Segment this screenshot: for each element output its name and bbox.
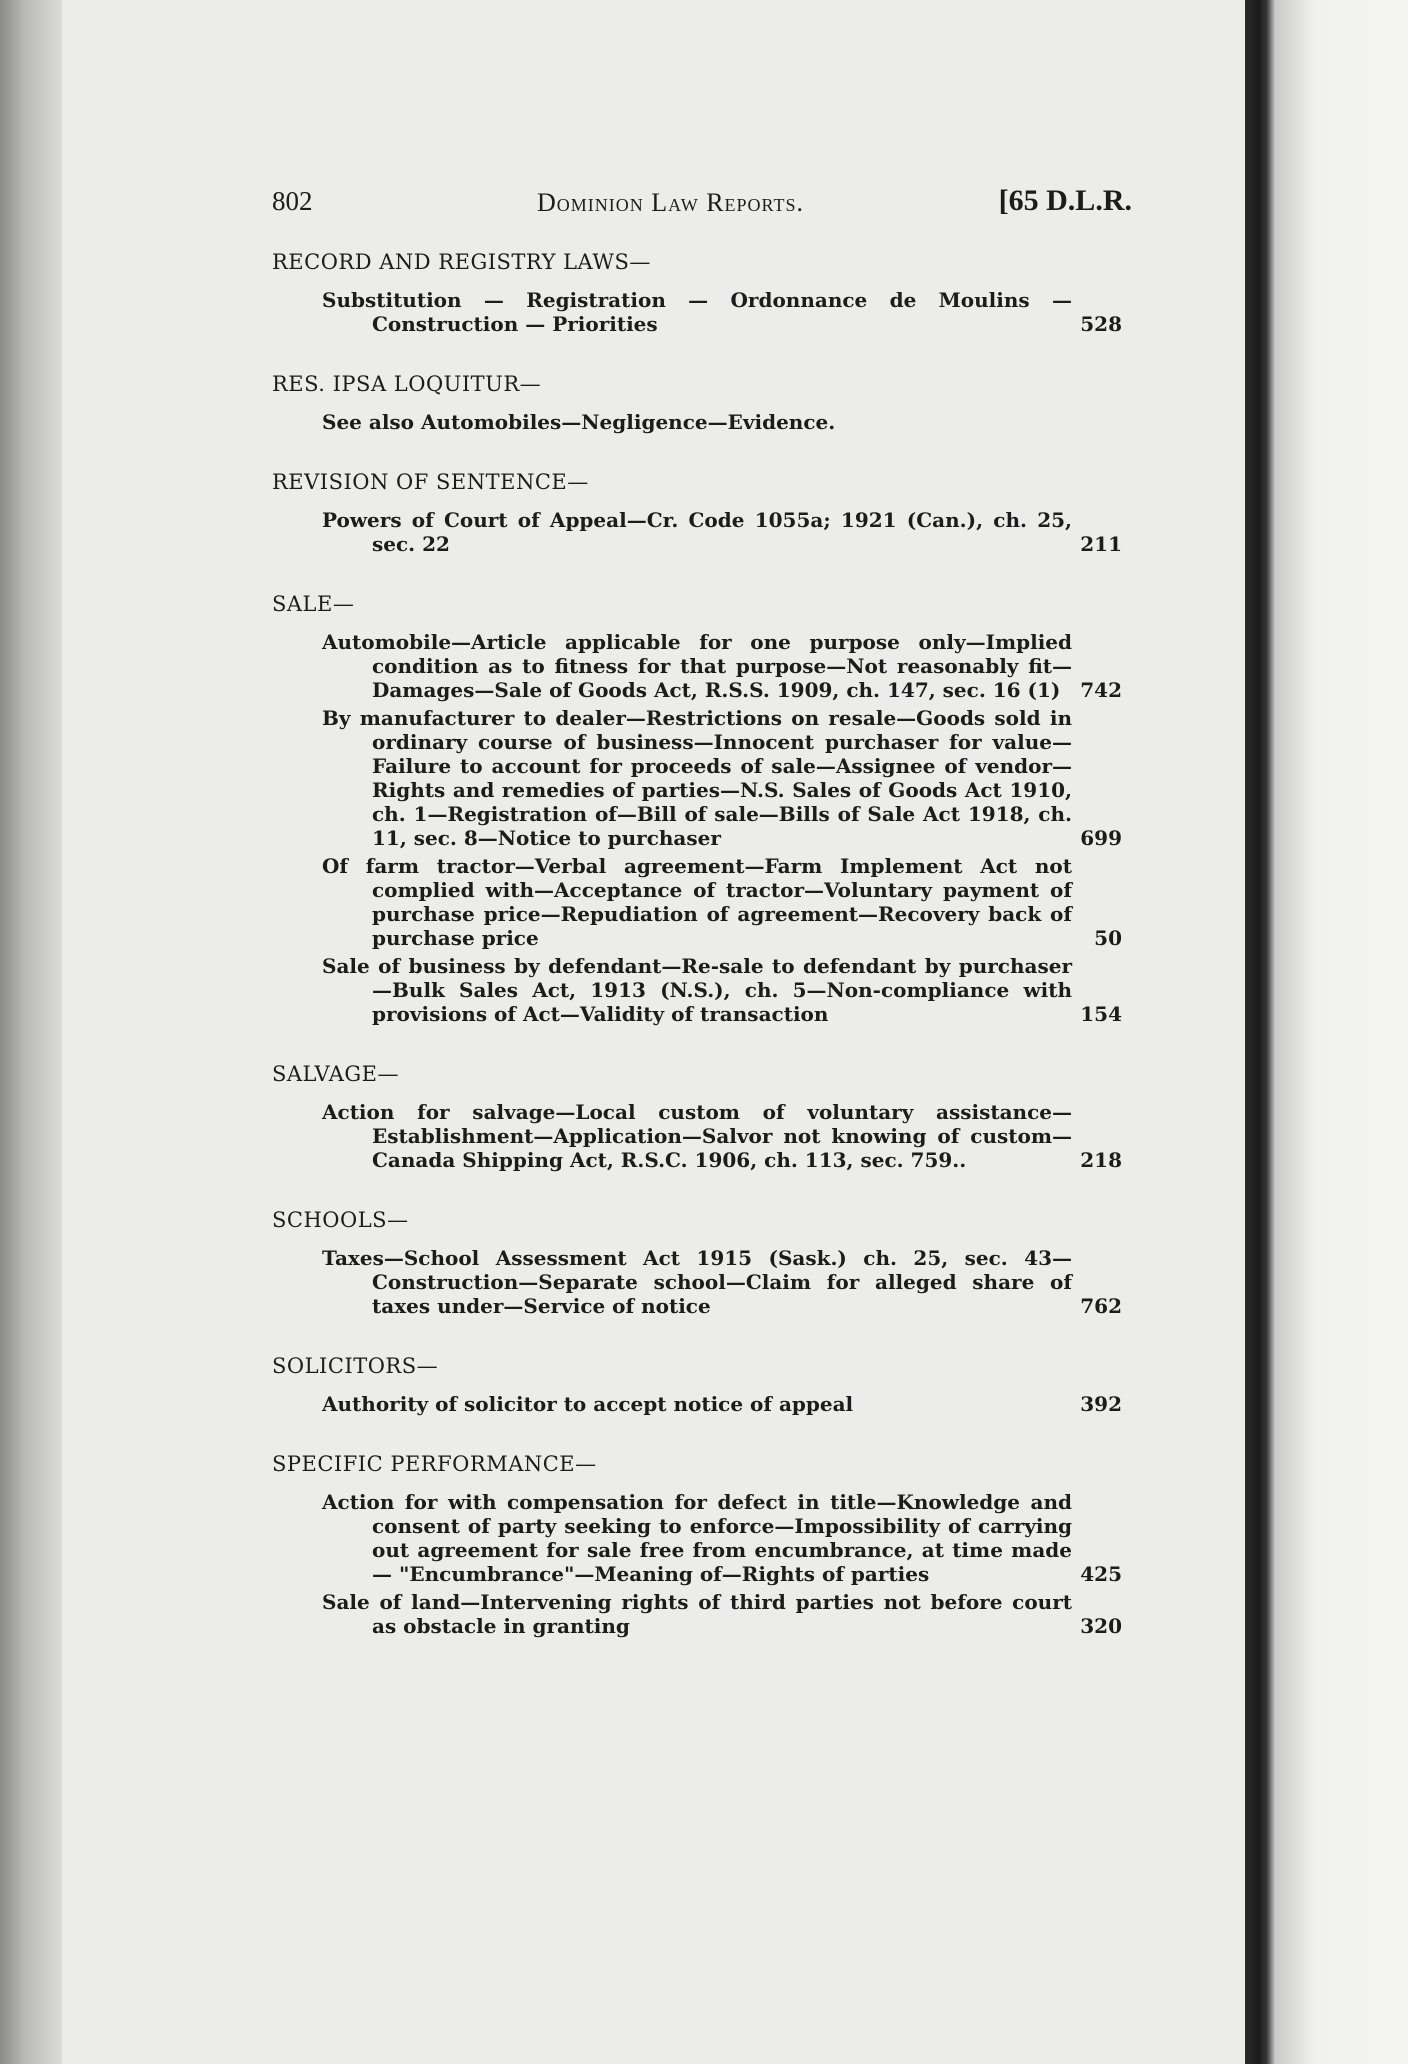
entry-text: Taxes—School Assessment Act 1915 (Sask.) ch. 25, sec. 43—Construction—Separate school—Claim for alleged share of taxes under—Service of notice xyxy=(322,1246,1072,1318)
section-heading: SALE— xyxy=(272,592,355,616)
entry-page-number: 425 xyxy=(1080,1562,1122,1586)
section-heading: RES. IPSA LOQUITUR— xyxy=(272,372,542,396)
index-section xyxy=(272,1452,1122,1638)
entry-text: Sale of land—Intervening rights of third parties not before court as obstacle in granting xyxy=(322,1590,1072,1638)
index-content xyxy=(272,250,1122,1674)
index-section xyxy=(272,372,1122,434)
section-heading: SPECIFIC PERFORMANCE— xyxy=(272,1452,597,1476)
index-entry xyxy=(322,854,1122,950)
section-heading: RECORD AND REGISTRY LAWS— xyxy=(272,250,651,274)
entry-text: By manufacturer to dealer—Restrictions on resale—Goods sold in ordinary course of business—Innocent purchaser for value—Failure to account for proceeds of sale—Assignee of vendor—Rights and remedies of parties—N.S. Sales of Goods Act 1910, ch. 1—Registration of—Bill of sale—Bills of Sale Act 1918, ch. 11, sec. 8—Notice to purchaser xyxy=(322,706,1072,850)
index-entry xyxy=(322,1246,1122,1318)
book-gutter xyxy=(1245,0,1408,2064)
entry-page-number: 154 xyxy=(1080,1002,1122,1026)
entry-text: Action for with compensation for defect in title—Knowledge and consent of party seeking to enforce—Impossibility of carrying out agreement for sale free from encumbrance, at time made — "Encumbrance"—Meaning of—Rights of parties xyxy=(322,1490,1072,1586)
index-section xyxy=(272,1208,1122,1318)
entry-page-number: 218 xyxy=(1080,1148,1122,1172)
index-entry xyxy=(322,706,1122,850)
section-heading: SALVAGE— xyxy=(272,1062,400,1086)
index-entry xyxy=(322,288,1122,336)
entry-page-number: 50 xyxy=(1094,926,1122,950)
page-header xyxy=(272,186,1132,226)
index-section xyxy=(272,250,1122,336)
page-number: 802 xyxy=(272,186,313,216)
entry-page-number: 528 xyxy=(1080,312,1122,336)
section-heading: SCHOOLS— xyxy=(272,1208,409,1232)
see-also-reference: See also Automobiles—Negligence—Evidence. xyxy=(322,410,836,434)
index-entry xyxy=(322,508,1122,556)
index-section xyxy=(272,470,1122,556)
entry-page-number: 392 xyxy=(1080,1392,1122,1416)
index-section xyxy=(272,1354,1122,1416)
volume-label: [65 D.L.R. xyxy=(998,184,1132,217)
entry-text: Action for salvage—Local custom of voluntary assistance—Establishment—Application—Salvor not knowing of custom—Canada Shipping Act, R.S.C. 1906, ch. 113, sec. 759.. xyxy=(322,1100,1072,1172)
section-heading: REVISION OF SENTENCE— xyxy=(272,470,589,494)
index-entry xyxy=(322,1490,1122,1586)
entry-page-number: 211 xyxy=(1080,532,1122,556)
index-entry xyxy=(322,630,1122,702)
entry-page-number: 699 xyxy=(1080,826,1122,850)
entry-text: Substitution — Registration — Ordonnance de Moulins — Construction — Priorities xyxy=(322,288,1072,336)
entry-text: Of farm tractor—Verbal agreement—Farm Implement Act not complied with—Acceptance of tractor—Voluntary payment of purchase price—Repudiation of agreement—Recovery back of purchase price xyxy=(322,854,1072,950)
index-entry xyxy=(322,1590,1122,1638)
book-spine-edge xyxy=(0,0,62,2064)
section-heading: SOLICITORS— xyxy=(272,1354,439,1378)
running-title: Dominion Law Reports. xyxy=(537,188,804,217)
index-section xyxy=(272,592,1122,1026)
entry-page-number: 742 xyxy=(1080,678,1122,702)
index-entry xyxy=(322,1392,1122,1416)
entry-text: Automobile—Article applicable for one purpose only—Implied condition as to fitness for that purpose—Not reasonably fit—Damages—Sale of Goods Act, R.S.S. 1909, ch. 147, sec. 16 (1) xyxy=(322,630,1072,702)
index-entry xyxy=(322,954,1122,1026)
entry-text: Authority of solicitor to accept notice of appeal xyxy=(322,1392,854,1416)
entry-text: Powers of Court of Appeal—Cr. Code 1055a; 1921 (Can.), ch. 25, sec. 22 xyxy=(322,508,1072,556)
entry-page-number: 320 xyxy=(1080,1614,1122,1638)
index-section xyxy=(272,1062,1122,1172)
index-entry xyxy=(322,1100,1122,1172)
entry-text: Sale of business by defendant—Re-sale to defendant by purchaser—Bulk Sales Act, 1913 (N.S.), ch. 5—Non-compliance with provisions of Act—Validity of transaction xyxy=(322,954,1072,1026)
entry-page-number: 762 xyxy=(1080,1294,1122,1318)
